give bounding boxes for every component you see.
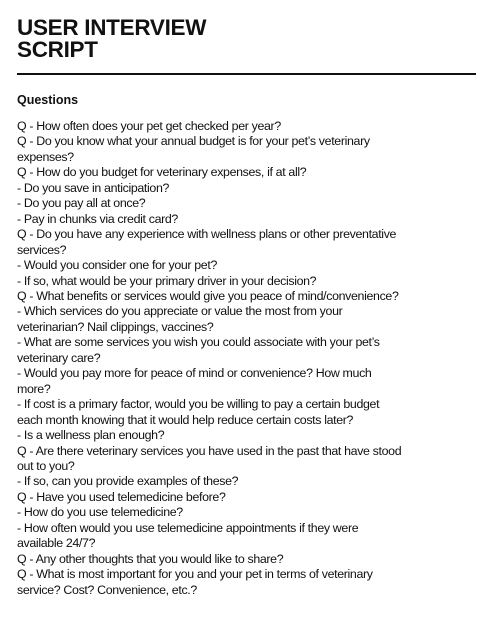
question-item: - Do you save in anticipation? [17,180,170,195]
page-title-line-2: SCRIPT [17,37,98,62]
question-item: - How do you use telemedicine? [17,505,183,520]
question-item: - Which services do you appreciate or value the most from your veterinarian? Nail clippings, vaccines? [17,304,343,334]
title-divider [17,73,476,75]
question-item: Q - Have you used telemedicine before? [17,489,226,504]
question-item: - How often would you use telemedicine appointments if they were available 24/7? [17,520,359,551]
question-item: - Pay in chunks via credit card? [17,211,178,226]
question-item: Q - How often does your pet get checked per year? [17,119,281,133]
question-item: - Do you pay all at once? [17,196,146,211]
question-item: Q - Do you have any experience with wellness plans or other preventative services? [17,227,397,257]
question-item: - Would you consider one for your pet? [17,258,217,273]
question-item: Q - How do you budget for veterinary expenses, if at all? [17,165,307,180]
page-title [17,17,206,61]
question-item: - If so, what would be your primary driver in your decision? [17,273,317,288]
question-list [17,119,479,598]
page-title-line-1: USER INTERVIEW [17,15,207,40]
question-item: Q - What benefits or services would give you peace of mind/convenience? [17,288,399,303]
question-item: - Would you pay more for peace of mind or convenience? How much more? [17,366,372,396]
question-item: Q - What is most important for you and your pet in terms of veterinary service? Cost? Convenience, etc.? [17,567,373,597]
question-item: Q - Do you know what your annual budget is for your pet’s veterinary expenses? [17,134,370,164]
question-item: Q - Any other thoughts that you would like to share? [17,551,284,566]
question-item: - Is a wellness plan enough? [17,428,165,443]
questions-heading: Questions [17,93,79,107]
question-item: - If so, can you provide examples of these? [17,474,239,489]
question-item: - What are some services you wish you could associate with your pet’s veterinary care? [17,335,380,365]
question-item: Q - Are there veterinary services you have used in the past that have stood out to you? [17,443,402,473]
question-item: - If cost is a primary factor, would you be willing to pay a certain budget each month knowing that it would help reduce certain costs later? [17,397,380,427]
